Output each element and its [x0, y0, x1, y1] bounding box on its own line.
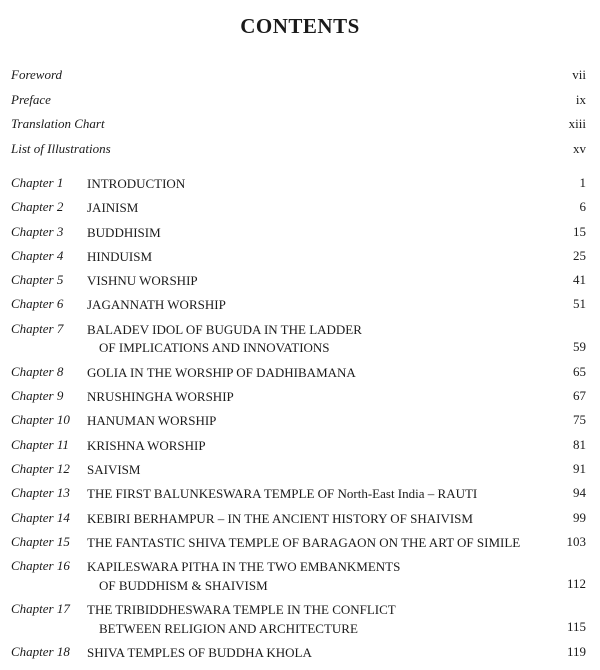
chapter-row [11, 510, 586, 534]
front-matter-page: xv [573, 140, 586, 156]
chapter-row [11, 461, 586, 485]
chapter-row [11, 412, 586, 436]
chapter-title-line: SHIVA TEMPLES OF BUDDHA KHOLA [87, 645, 312, 661]
chapter-title-line: VISHNU WORSHIP [87, 273, 198, 289]
chapter-title-line: GOLIA IN THE WORSHIP OF DADHIBAMANA [87, 364, 356, 380]
chapter-title [87, 412, 537, 431]
chapter-title [87, 175, 537, 194]
chapter-title-line: KEBIRI BERHAMPUR – IN THE ANCIENT HISTORY OF SHAIVISM [87, 510, 473, 526]
front-matter-row [11, 92, 586, 117]
chapter-title-line: HINDUISM [87, 248, 152, 264]
chapter-page: 112 [566, 576, 586, 592]
chapter-page: 15 [573, 223, 586, 239]
front-matter-label: Translation Chart [11, 116, 105, 131]
chapter-page: 94 [573, 485, 586, 501]
chapter-title-line: HANUMAN WORSHIP [87, 413, 217, 429]
chapter-row [11, 296, 586, 320]
chapter-title-line-2: OF IMPLICATIONS AND INNOVATIONS [99, 340, 330, 356]
chapter-title [87, 224, 537, 243]
chapter-title-line: JAINISM [87, 200, 139, 216]
chapter-title-line: SAIVISM [87, 461, 141, 477]
chapter-title-line: THE FANTASTIC SHIVA TEMPLE OF BARAGAON ON THE ART OF SIMILE [87, 534, 521, 550]
chapter-row [11, 437, 586, 461]
chapter-page: 6 [579, 199, 586, 215]
chapter-label: Chapter 16 [11, 558, 70, 574]
chapter-page: 99 [573, 509, 586, 525]
chapter-title-line: BUDDHISIM [87, 224, 161, 240]
chapter-row [11, 175, 586, 199]
front-matter-page: xiii [568, 116, 586, 131]
chapter-page: 25 [573, 247, 586, 263]
chapter-title [87, 272, 537, 291]
chapter-title [87, 510, 537, 529]
chapter-page: 91 [573, 460, 586, 476]
chapter-row [11, 199, 586, 223]
chapter-title [87, 248, 537, 267]
chapter-title [87, 199, 537, 218]
chapter-row [11, 388, 586, 412]
chapter-title-line-2: BETWEEN RELIGION AND ARCHITECTURE [99, 620, 358, 636]
chapter-row [11, 224, 586, 248]
chapter-label: Chapter 12 [11, 460, 70, 476]
chapter-label: Chapter 2 [11, 199, 64, 215]
chapter-page: 75 [573, 412, 586, 428]
chapter-label: Chapter 1 [11, 175, 64, 190]
chapter-page: 41 [573, 272, 586, 288]
chapter-title [87, 534, 537, 553]
chapter-title [87, 558, 537, 595]
chapter-row [11, 558, 586, 601]
chapter-title-line-2: OF BUDDHISM & SHAIVISM [99, 577, 268, 593]
chapter-title-line: JAGANNATH WORSHIP [87, 297, 226, 313]
front-matter-row [11, 141, 586, 166]
chapter-row [11, 601, 586, 644]
chapter-label: Chapter 17 [11, 601, 70, 617]
front-matter-page: ix [575, 91, 586, 107]
chapter-title [87, 485, 537, 504]
chapter-title [87, 644, 537, 663]
chapter-title [87, 321, 537, 358]
chapter-list [11, 175, 586, 668]
chapter-page: 103 [566, 533, 586, 549]
page-title: CONTENTS [240, 14, 360, 38]
chapter-page: 1 [579, 175, 586, 190]
chapter-label: Chapter 13 [11, 485, 70, 501]
front-matter-row [11, 116, 586, 141]
chapter-row [11, 321, 586, 364]
front-matter-list [11, 67, 586, 165]
chapter-title-line: THE FIRST BALUNKESWARA TEMPLE OF North-East India – RAUTI [87, 486, 478, 502]
chapter-row [11, 272, 586, 296]
chapter-row [11, 644, 586, 668]
front-matter-row [11, 67, 586, 92]
chapter-page: 59 [573, 338, 586, 354]
chapter-label: Chapter 11 [11, 436, 69, 452]
chapter-row [11, 534, 586, 558]
chapter-row [11, 248, 586, 272]
chapter-title-line: KRISHNA WORSHIP [87, 437, 206, 453]
chapter-page: 119 [566, 644, 586, 660]
front-matter-page: vii [572, 67, 586, 82]
chapter-page: 51 [573, 296, 586, 312]
chapter-title [87, 388, 537, 407]
chapter-title [87, 296, 537, 315]
chapter-title [87, 461, 537, 480]
chapter-title [87, 601, 537, 638]
front-matter-label: Foreword [11, 67, 63, 82]
chapter-label: Chapter 15 [11, 533, 70, 549]
front-matter-label: Preface [11, 91, 51, 107]
chapter-row [11, 485, 586, 509]
chapter-label: Chapter 10 [11, 412, 70, 428]
chapter-row [11, 364, 586, 388]
chapter-title-line: THE TRIBIDDHESWARA TEMPLE IN THE CONFLICT [87, 602, 396, 618]
chapter-title [87, 437, 537, 456]
chapter-page: 81 [573, 436, 586, 452]
chapter-label: Chapter 6 [11, 296, 64, 312]
chapter-title-line: KAPILESWARA PITHA IN THE TWO EMBANKMENTS [87, 559, 401, 575]
chapter-label: Chapter 4 [11, 247, 64, 263]
chapter-title-line: INTRODUCTION [87, 176, 186, 191]
chapter-title [87, 364, 537, 383]
chapter-label: Chapter 3 [11, 223, 64, 239]
chapter-page: 65 [573, 363, 586, 379]
chapter-label: Chapter 14 [11, 509, 70, 525]
front-matter-label: List of Illustrations [11, 140, 111, 156]
chapter-label: Chapter 5 [11, 272, 64, 288]
chapter-title-line: NRUSHINGHA WORSHIP [87, 389, 234, 405]
chapter-label: Chapter 18 [11, 644, 70, 660]
chapter-label: Chapter 7 [11, 320, 64, 336]
chapter-page: 115 [566, 619, 586, 635]
chapter-label: Chapter 9 [11, 388, 64, 404]
chapter-label: Chapter 8 [11, 363, 64, 379]
chapter-title-line: BALADEV IDOL OF BUGUDA IN THE LADDER [87, 321, 362, 337]
chapter-page: 67 [573, 388, 586, 404]
